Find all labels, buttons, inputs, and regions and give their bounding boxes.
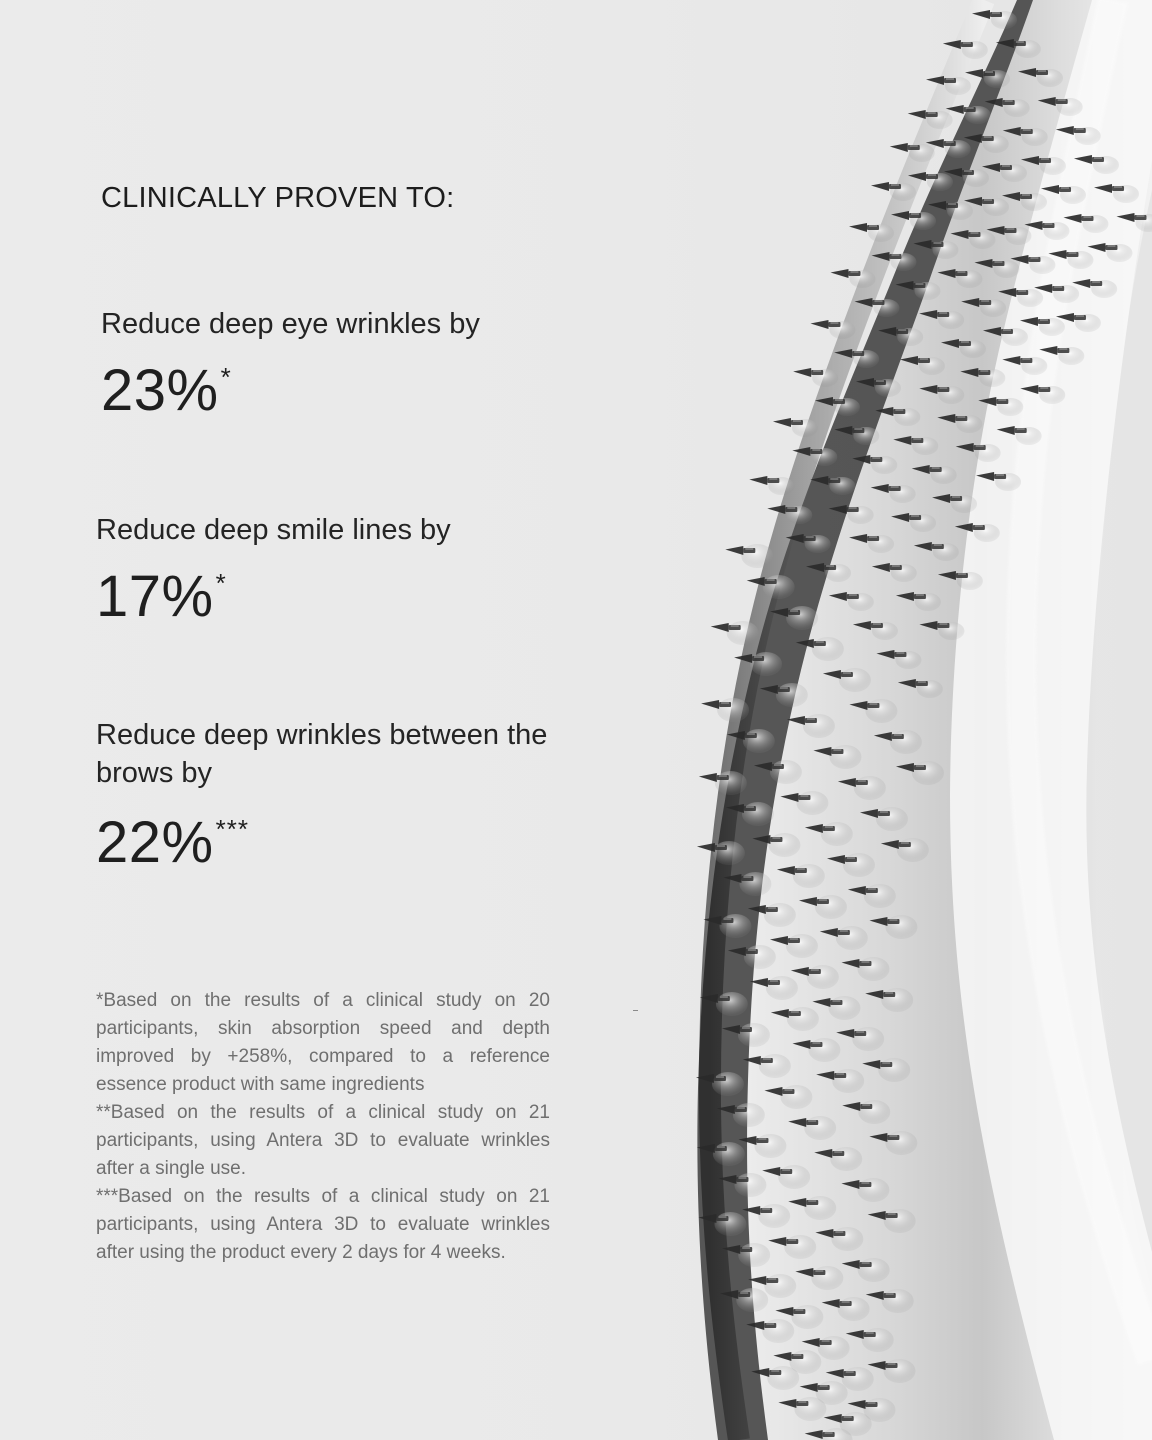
claim-brow-wrinkles-value xyxy=(96,810,249,876)
water-droplet xyxy=(770,760,802,784)
water-droplet xyxy=(764,903,796,927)
water-droplet xyxy=(768,833,800,857)
water-droplet xyxy=(808,1038,840,1062)
water-droplet xyxy=(821,822,853,846)
water-droplet xyxy=(838,1297,870,1321)
water-droplet xyxy=(734,1173,766,1197)
water-droplet xyxy=(852,1027,884,1051)
needle-tip xyxy=(699,773,717,782)
water-droplet xyxy=(842,1367,874,1391)
microneedle-patch-illustration xyxy=(620,0,1152,1440)
water-droplet xyxy=(839,668,871,692)
water-droplet xyxy=(858,1100,890,1124)
water-droplet xyxy=(776,683,808,707)
water-droplet xyxy=(884,1209,916,1233)
water-droplet xyxy=(719,914,751,938)
water-droplet xyxy=(793,864,825,888)
footnote-two: **Based on the results of a clinical study on 21 participants, using Antera 3D to evaluate wrinkles after a single use. xyxy=(96,1102,550,1179)
water-droplet xyxy=(744,945,776,969)
needle-tip xyxy=(773,418,791,427)
water-droplet xyxy=(713,1142,745,1166)
smile-lines-percentage: 17% xyxy=(96,564,214,629)
claim-brow-wrinkles-text: Reduce deep wrinkles between the brows by xyxy=(96,719,548,789)
water-droplet xyxy=(864,884,896,908)
footnote-one: *Based on the results of a clinical study on 20 participants, skin absorption speed and depth improved by +258%, compared to a reference essence product with same ingredients xyxy=(96,990,550,1095)
water-droplet xyxy=(890,730,922,754)
water-droplet xyxy=(741,544,773,568)
water-droplet xyxy=(778,1165,810,1189)
water-droplet xyxy=(832,1069,864,1093)
water-droplet xyxy=(717,698,749,722)
needle-tip xyxy=(849,223,867,232)
claim-eye-wrinkles-text: Reduce deep eye wrinkles by xyxy=(101,308,480,340)
water-droplet xyxy=(804,1196,836,1220)
water-droplet xyxy=(882,1289,914,1313)
water-droplet xyxy=(791,1305,823,1329)
water-droplet xyxy=(750,652,782,676)
water-droplet xyxy=(865,699,897,723)
water-droplet xyxy=(885,1131,917,1155)
water-droplet xyxy=(796,791,828,815)
water-droplet xyxy=(828,996,860,1020)
needle-tip xyxy=(908,110,926,119)
water-droplet xyxy=(884,1359,916,1383)
water-droplet xyxy=(811,1266,843,1290)
water-droplet xyxy=(807,965,839,989)
claim-smile-lines-text: Reduce deep smile lines by xyxy=(96,514,451,546)
needle-tip xyxy=(926,76,944,85)
water-droplet xyxy=(784,1235,816,1259)
clinical-results-content xyxy=(96,0,656,1440)
water-droplet xyxy=(736,1288,768,1312)
water-droplet xyxy=(829,745,861,769)
needle-tip xyxy=(890,143,908,152)
claim-eye-wrinkles-value xyxy=(101,358,232,424)
water-droplet xyxy=(878,1058,910,1082)
water-droplet xyxy=(818,1336,850,1360)
needle-tip xyxy=(767,505,785,514)
water-droplet xyxy=(897,838,929,862)
water-droplet xyxy=(738,1243,770,1267)
water-droplet xyxy=(763,575,795,599)
needle-tip xyxy=(871,182,889,191)
water-droplet xyxy=(804,1116,836,1140)
microneedle-patch-visual xyxy=(620,0,1152,1440)
water-droplet xyxy=(843,853,875,877)
water-droplet xyxy=(713,841,745,865)
water-droplet xyxy=(815,895,847,919)
water-droplet xyxy=(876,807,908,831)
water-droplet xyxy=(803,714,835,738)
page-title: CLINICALLY PROVEN TO: xyxy=(101,182,455,214)
needle-tip xyxy=(697,843,715,852)
eye-wrinkles-percentage: 23% xyxy=(101,358,219,423)
water-droplet xyxy=(881,988,913,1012)
water-droplet xyxy=(857,957,889,981)
water-droplet xyxy=(739,872,771,896)
water-droplet xyxy=(787,1007,819,1031)
water-droplet xyxy=(858,1258,890,1282)
water-droplet xyxy=(831,1227,863,1251)
water-droplet xyxy=(742,802,774,826)
water-droplet xyxy=(794,1397,826,1421)
needle-tip xyxy=(711,623,729,632)
water-droplet xyxy=(812,637,844,661)
water-droplet xyxy=(786,606,818,630)
water-droplet xyxy=(758,1204,790,1228)
water-droplet xyxy=(780,1085,812,1109)
water-droplet xyxy=(716,992,748,1016)
needle-tip xyxy=(965,69,983,78)
brow-wrinkles-footnote-marker: *** xyxy=(215,814,249,844)
water-droplet xyxy=(754,1134,786,1158)
water-droplet xyxy=(762,1319,794,1343)
water-droplet xyxy=(854,776,886,800)
needle-tip xyxy=(701,700,719,709)
water-droplet xyxy=(912,761,944,785)
smile-lines-footnote-marker: * xyxy=(215,568,227,598)
water-droplet xyxy=(715,771,747,795)
water-droplet xyxy=(759,1054,791,1078)
water-droplet xyxy=(836,926,868,950)
water-droplet xyxy=(786,934,818,958)
water-droplet xyxy=(714,1212,746,1236)
water-droplet xyxy=(743,729,775,753)
needle-tip xyxy=(747,577,765,586)
water-droplet xyxy=(738,1023,770,1047)
needle-tip xyxy=(725,546,743,555)
water-droplet xyxy=(727,621,759,645)
water-droplet xyxy=(767,1366,799,1390)
water-droplet xyxy=(862,1328,894,1352)
water-droplet xyxy=(830,1147,862,1171)
water-droplet xyxy=(857,1178,889,1202)
needle-tip xyxy=(943,40,961,49)
brow-wrinkles-percentage: 22% xyxy=(96,810,214,875)
water-droplet xyxy=(712,1072,744,1096)
water-droplet xyxy=(885,915,917,939)
water-droplet xyxy=(766,976,798,1000)
claim-smile-lines-value xyxy=(96,564,227,630)
water-droplet xyxy=(764,1274,796,1298)
needle-tip xyxy=(793,368,811,377)
needle-tip xyxy=(830,269,848,278)
water-droplet xyxy=(733,1103,765,1127)
small-divider-mark xyxy=(633,1010,638,1011)
footnote-three: ***Based on the results of a clinical study on 21 participants, using Antera 3D to evaluate wrinkles after using the product every 2 days for 4 weeks. xyxy=(96,1186,550,1263)
needle-tip xyxy=(810,320,828,329)
needle-tip xyxy=(749,476,767,485)
eye-wrinkles-footnote-marker: * xyxy=(220,362,232,392)
clinical-footnotes xyxy=(96,987,550,1267)
